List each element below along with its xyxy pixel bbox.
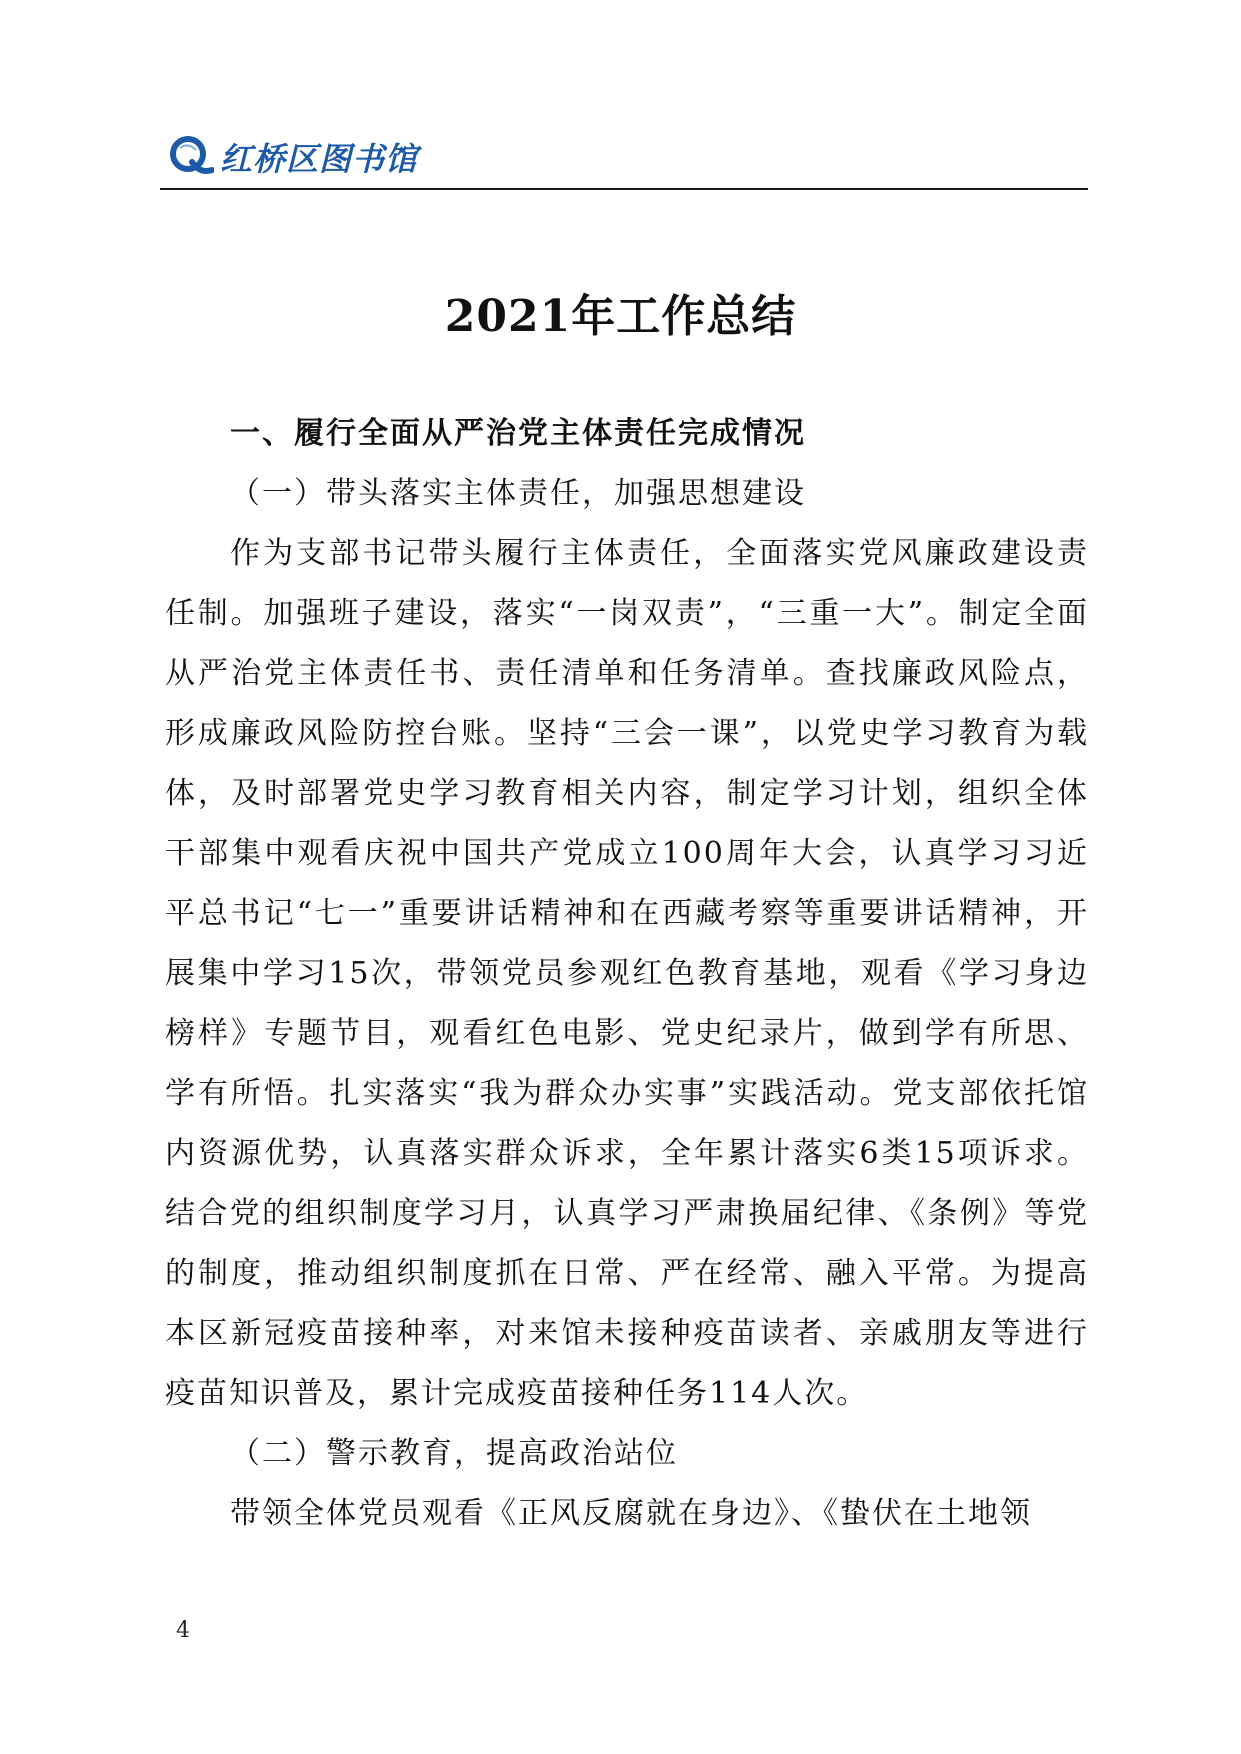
document-title: 2021年工作总结 (444, 291, 797, 342)
subsection-heading: （二）警示教育，提高政治站位 (230, 1436, 678, 1471)
library-logo-text: 红桥区图书馆 (220, 140, 419, 178)
document-body (165, 404, 1089, 1544)
header-divider (160, 188, 1088, 190)
subsection-heading: （一）带头落实主体责任，加强思想建设 (230, 476, 806, 511)
page-number: 4 (176, 1618, 190, 1643)
section-heading: 一、履行全面从严治党主体责任完成情况 (230, 416, 806, 451)
body-paragraph: 作为支部书记带头履行主体责任，全面落实党风廉政建设责任制。加强班子建设，落实“一岗双责”，“三重一大”。制定全面从严治党主体责任书、责任清单和任务清单。查找廉政风险点，形成廉政风险防控台账。坚持“三会一课”，以党史学习教育为载体，及时部署党史学习教育相关内容，制定学习计划，组织全体干部集中观看庆祝中国共产党成立100周年大会，认真学习习近平总书记“七一”重要讲话精神和在西藏考察等重要讲话精神，开展集中学习15次，带领党员参观红色教育基地，观看《学习身边榜样》专题节目，观看红色电影、党史纪录片，做到学有所思、学有所悟。扎实落实“我为群众办实事”实践活动。党支部依托馆内资源优势，认真落实群众诉求，全年累计落实6类15项诉求。结合党的组织制度学习月，认真学习严肃换届纪律、《条例》等党的制度，推动组织制度抓在日常、严在经常、融入平常。为提高本区新冠疫苗接种率，对来馆未接种疫苗读者、亲戚朋友等进行疫苗知识普及，累计完成疫苗接种任务114人次。 (165, 536, 1089, 1411)
body-paragraph: 带领全体党员观看《正风反腐就在身边》、《蛰伏在土地领 (230, 1496, 1032, 1531)
library-q-logo-icon (166, 132, 214, 178)
page-header (160, 128, 1088, 188)
